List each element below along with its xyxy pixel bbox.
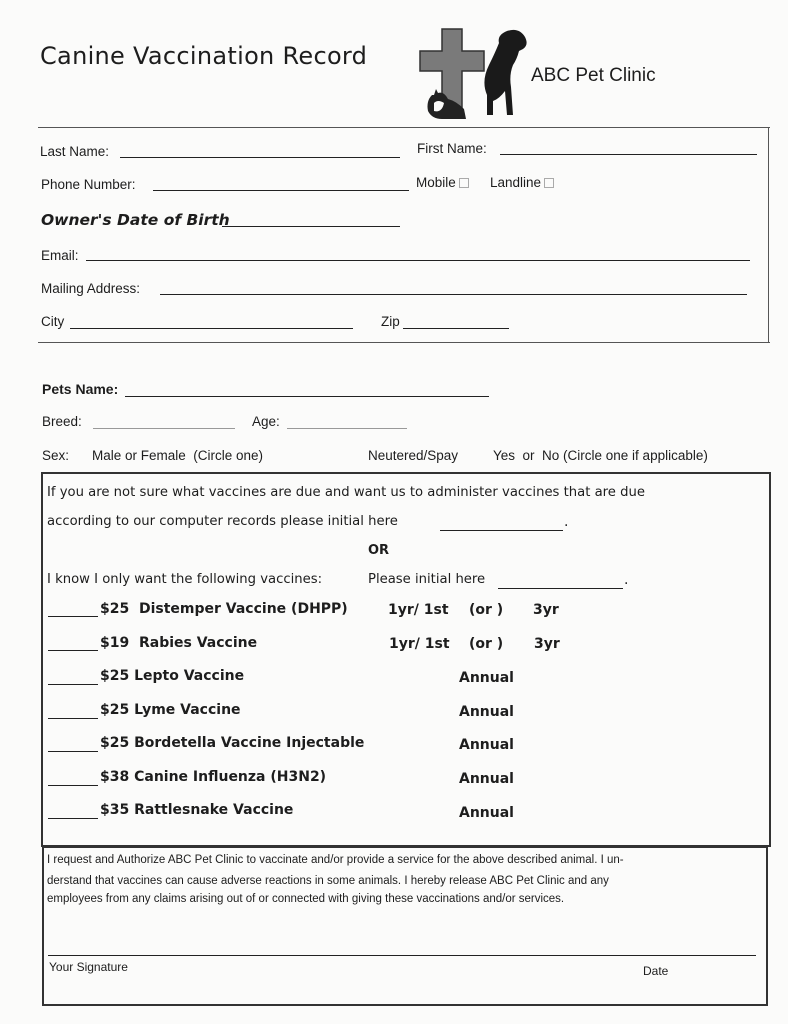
vaccine-initial-blank[interactable]: [48, 718, 98, 719]
section-border: [768, 127, 769, 343]
sex-label: Sex:: [42, 448, 70, 463]
dob-field[interactable]: [222, 226, 400, 227]
sex-options[interactable]: Male or Female (Circle one): [92, 448, 264, 463]
vaccine-initial-blank[interactable]: [48, 616, 98, 617]
city-label: City: [41, 314, 65, 329]
zip-label: Zip: [381, 314, 400, 329]
email-field[interactable]: [86, 260, 750, 261]
vaccine-frequency-1yr: 1yr/ 1st: [389, 636, 450, 652]
form-title: Canine Vaccination Record: [40, 42, 368, 70]
address-field[interactable]: [160, 294, 747, 295]
vaccine-intro-line1: If you are not sure what vaccines are due and want us to administer vaccines that are due: [47, 485, 645, 500]
landline-checkbox[interactable]: [544, 178, 554, 188]
clinic-logo-icon: [412, 25, 532, 123]
consent-line2: derstand that vaccines can cause adverse reactions in some animals. I hereby release ABC Pet Clinic and any: [47, 875, 609, 887]
vaccine-frequency-annual: Annual: [459, 704, 514, 720]
vaccine-name: $35 Rattlesnake Vaccine: [100, 802, 294, 818]
neutered-options[interactable]: Yes or No (Circle one if applicable): [493, 448, 708, 463]
landline-option[interactable]: [490, 175, 554, 190]
first-name-field[interactable]: [500, 154, 757, 155]
vaccine-name: $19 Rabies Vaccine: [100, 635, 258, 651]
mobile-option[interactable]: [416, 175, 469, 190]
neutered-label: Neutered/Spay: [368, 448, 459, 463]
date-label: Date: [643, 964, 669, 978]
vaccine-frequency-annual: Annual: [459, 771, 514, 787]
last-name-label: Last Name:: [40, 144, 110, 159]
vaccine-initial-blank[interactable]: [48, 751, 98, 752]
vaccine-or: (or ): [469, 636, 504, 652]
clinic-name: ABC Pet Clinic: [531, 65, 656, 86]
consent-section: [42, 846, 768, 1006]
vaccine-name: $25 Lepto Vaccine: [100, 668, 245, 684]
period-mark: .: [564, 514, 569, 530]
section-divider: [38, 127, 770, 128]
last-name-field[interactable]: [120, 157, 400, 158]
please-initial-label: Please initial here: [368, 572, 486, 587]
vaccine-name: $25 Bordetella Vaccine Injectable: [100, 735, 365, 751]
city-field[interactable]: [70, 328, 353, 329]
vaccine-frequency-3yr: 3yr: [533, 602, 559, 618]
signature-field[interactable]: [48, 955, 756, 956]
consent-line1: I request and Authorize ABC Pet Clinic to vaccinate and/or provide a service for the above described animal. I un-: [47, 854, 624, 866]
period-mark: .: [624, 572, 629, 588]
landline-label: Landline: [490, 175, 542, 190]
vaccine-intro-line2: according to our computer records please initial here: [47, 514, 398, 529]
mobile-checkbox[interactable]: [459, 178, 469, 188]
zip-field[interactable]: [403, 328, 509, 329]
vaccine-name: $25 Lyme Vaccine: [100, 702, 241, 718]
vaccine-name: $25 Distemper Vaccine (DHPP): [100, 601, 348, 617]
vaccine-frequency-1yr: 1yr/ 1st: [388, 602, 449, 618]
vaccine-or: (or ): [469, 602, 504, 618]
mobile-label: Mobile: [416, 175, 456, 190]
section-divider: [38, 342, 770, 343]
consent-line3: employees from any claims arising out of or connected with giving these vaccinations and/or services.: [47, 893, 565, 905]
pet-name-label: Pets Name:: [42, 381, 119, 397]
breed-label: Breed:: [42, 414, 82, 429]
first-name-label: First Name:: [417, 141, 487, 156]
vaccine-initial-blank[interactable]: [48, 818, 98, 819]
auto-vaccine-initial-field[interactable]: [440, 530, 563, 531]
vaccine-frequency-annual: Annual: [459, 670, 514, 686]
phone-field[interactable]: [153, 190, 409, 191]
selected-vaccine-initial-field[interactable]: [498, 588, 623, 589]
vaccine-initial-blank[interactable]: [48, 684, 98, 685]
signature-label: Your Signature: [49, 960, 128, 974]
vaccine-initial-blank[interactable]: [48, 650, 98, 651]
phone-label: Phone Number:: [41, 177, 136, 192]
or-separator: OR: [368, 543, 390, 558]
vaccine-frequency-3yr: 3yr: [534, 636, 560, 652]
vaccine-name: $38 Canine Influenza (H3N2): [100, 769, 327, 785]
vaccine-initial-blank[interactable]: [48, 785, 98, 786]
know-vaccines-label: I know I only want the following vaccines:: [47, 572, 323, 587]
age-label: Age:: [252, 414, 280, 429]
vaccine-frequency-annual: Annual: [459, 805, 514, 821]
address-label: Mailing Address:: [41, 281, 141, 296]
age-field[interactable]: [287, 428, 407, 429]
dob-label: Owner's Date of Birth: [41, 211, 230, 229]
email-label: Email:: [41, 248, 79, 263]
breed-field[interactable]: [93, 428, 235, 429]
vaccine-frequency-annual: Annual: [459, 737, 514, 753]
pet-name-field[interactable]: [125, 396, 489, 397]
